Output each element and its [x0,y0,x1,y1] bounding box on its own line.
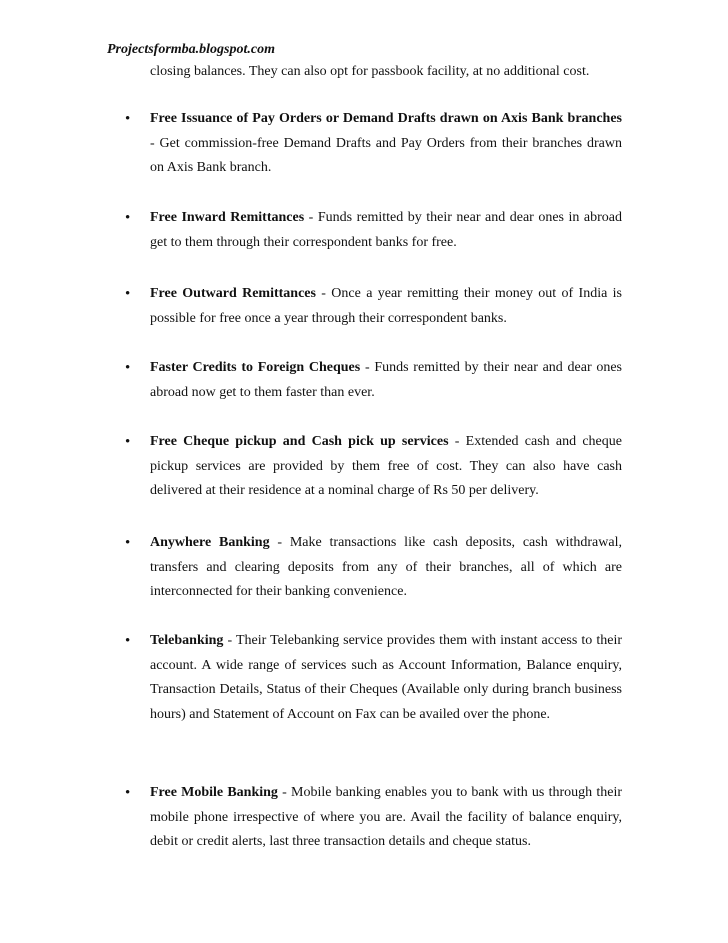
list-item-title: Free Issuance of Pay Orders or Demand Drafts drawn on Axis Bank branches [150,111,622,126]
list-item-body: - Funds remitted by their near and dear ones in abroad get to them through their correspondent banks for free. [150,210,622,250]
list-item-text [150,107,622,181]
list-item-title: Anywhere Banking [150,535,270,550]
list-item-text [150,356,622,405]
list-item-text [150,430,622,504]
list-item-body: - Once a year remitting their money out of India is possible for free once a year through their correspondent banks. [150,286,622,326]
page-header-site: Projectsformba.blogspot.com [107,42,275,57]
bullet-icon: • [125,286,131,302]
list-item-title: Free Outward Remittances [150,286,316,301]
list-item-text [150,629,622,727]
intro-paragraph: closing balances. They can also opt for passbook facility, at no additional cost. [150,64,590,79]
bullet-icon: • [125,535,131,551]
list-item-title: Faster Credits to Foreign Cheques [150,360,361,375]
list-item-body: - Make transactions like cash deposits, cash withdrawal, transfers and clearing deposits from any of their branches, all of which are interconnected for their banking convenience. [150,535,622,599]
list-item-body: - Mobile banking enables you to bank with us through their mobile phone irrespective of where you are. Avail the facility of balance enquiry, debit or credit alerts, last three transaction details and cheque status. [150,785,622,849]
list-item-text [150,781,622,855]
list-item-body: - Extended cash and cheque pickup services are provided by them free of cost. They can also have cash delivered at their residence at a nominal charge of Rs 50 per delivery. [150,434,622,498]
bullet-icon: • [125,111,131,127]
bullet-icon: • [125,785,131,801]
list-item-body: - Get commission-free Demand Drafts and Pay Orders from their branches drawn on Axis Bank branch. [150,135,622,175]
bullet-icon: • [125,633,131,649]
list-item-text [150,206,622,255]
bullet-icon: • [125,210,131,226]
bullet-icon: • [125,360,131,376]
list-item-body: - Their Telebanking service provides them with instant access to their account. A wide range of services such as Account Information, Balance enquiry, Transaction Details, Status of their Cheques (Available only during branch business hours) and Statement of Account on Fax can be availed over the phone. [150,633,622,722]
list-item-text [150,282,622,331]
list-item-title: Free Inward Remittances [150,210,305,225]
bullet-icon: • [125,434,131,450]
list-item-body: - Funds remitted by their near and dear ones abroad now get to them faster than ever. [150,360,622,400]
list-item-title: Free Cheque pickup and Cash pick up services [150,434,449,449]
list-item-text [150,531,622,605]
list-item-title: Telebanking [150,633,224,648]
list-item-title: Free Mobile Banking [150,785,278,800]
